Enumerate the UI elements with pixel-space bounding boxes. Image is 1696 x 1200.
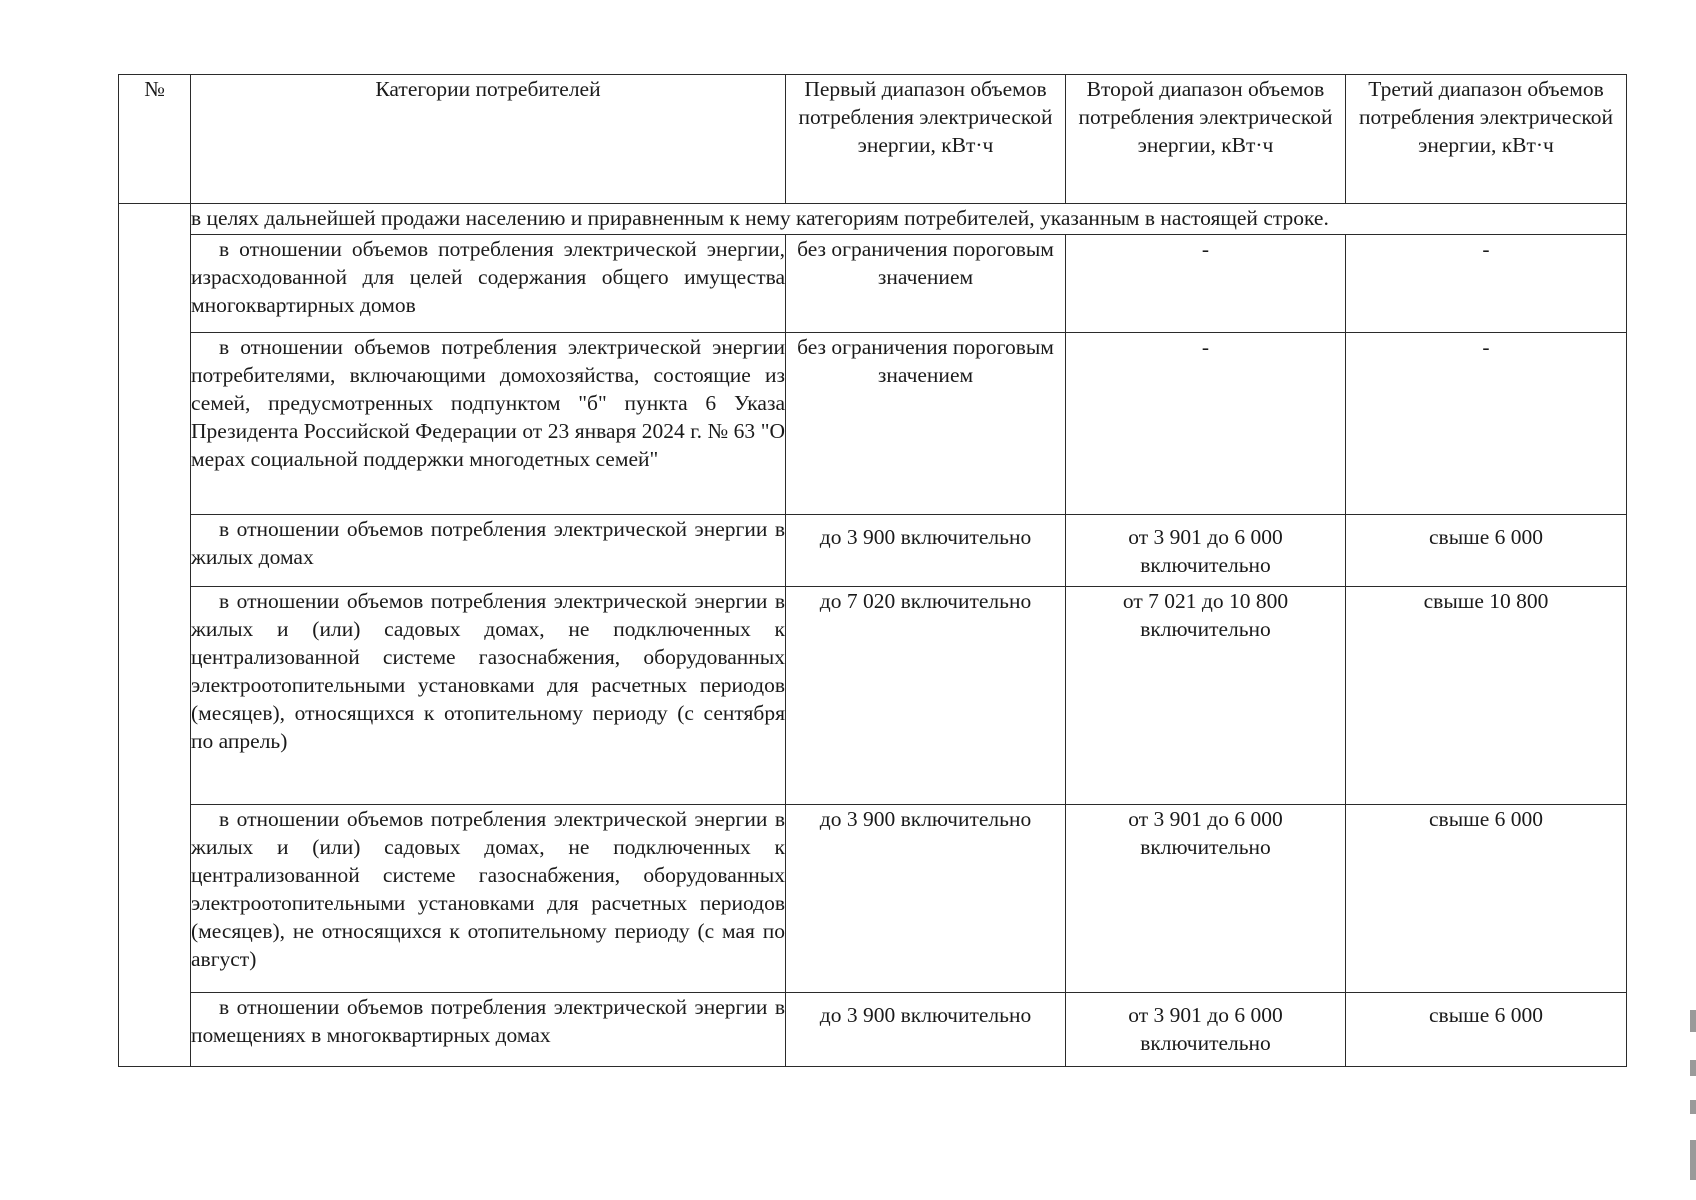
range-1-cell: без ограничения пороговым значением [786, 235, 1066, 333]
tariff-ranges-table [118, 74, 1627, 1067]
range-1-cell: до 3 900 включительно [786, 515, 1066, 587]
range-3-cell: - [1346, 333, 1627, 515]
range-1-cell: до 7 020 включительно [786, 587, 1066, 805]
table-row [119, 587, 1627, 805]
scan-edge-mark [1690, 1140, 1696, 1180]
range-1-cell: до 3 900 включительно [786, 805, 1066, 993]
range-1-cell: до 3 900 включительно [786, 993, 1066, 1067]
scan-edge-mark [1690, 1010, 1696, 1032]
continuation-text: в целях дальнейшей продажи населению и приравненным к нему категориям потребителей, указанным в настоящей строке. [191, 204, 1627, 235]
header-number: № [119, 75, 191, 204]
category-cell: в отношении объемов потребления электрической энергии в жилых и (или) садовых домах, не подключенных к централизованной системе газоснабжения, оборудованных электроотопительными установками для расчетных периодов (месяцев), не относящихся к отопительному периоду (с мая по август) [191, 805, 786, 993]
range-1-cell: без ограничения пороговым значением [786, 333, 1066, 515]
scan-edge-mark [1690, 1060, 1696, 1076]
range-2-cell: от 3 901 до 6 000 включительно [1066, 515, 1346, 587]
range-3-cell: свыше 6 000 [1346, 805, 1627, 993]
range-2-cell: от 7 021 до 10 800 включительно [1066, 587, 1346, 805]
category-cell: в отношении объемов потребления электрической энергии в жилых домах [191, 515, 786, 587]
range-3-cell: свыше 6 000 [1346, 993, 1627, 1067]
range-2-cell: от 3 901 до 6 000 включительно [1066, 805, 1346, 993]
category-cell: в отношении объемов потребления электрической энергии в жилых и (или) садовых домах, не подключенных к централизованной системе газоснабжения, оборудованных электроотопительными установками для расчетных периодов (месяцев), относящихся к отопительному периоду (с сентября по апрель) [191, 587, 786, 805]
category-cell: в отношении объемов потребления электрической энергии, израсходованной для целей содержания общего имущества многоквартирных домов [191, 235, 786, 333]
table-row [119, 235, 1627, 333]
category-cell: в отношении объемов потребления электрической энергии в помещениях в многоквартирных домах [191, 993, 786, 1067]
category-cell: в отношении объемов потребления электрической энергии потребителями, включающими домохозяйства, состоящие из семей, предусмотренных подпунктом "б" пункта 6 Указа Президента Российской Федерации от 23 января 2024 г. № 63 "О мерах социальной поддержки многодетных семей" [191, 333, 786, 515]
header-range-3: Третий диапазон объемов потребления электрической энергии, кВт·ч [1346, 75, 1627, 204]
range-2-cell: - [1066, 235, 1346, 333]
table-row [119, 515, 1627, 587]
scan-edge-mark [1690, 1100, 1696, 1114]
header-row [119, 75, 1627, 204]
header-range-2: Второй диапазон объемов потребления электрической энергии, кВт·ч [1066, 75, 1346, 204]
table-row [119, 805, 1627, 993]
range-3-cell: свыше 6 000 [1346, 515, 1627, 587]
header-range-1: Первый диапазон объемов потребления электрической энергии, кВт·ч [786, 75, 1066, 204]
table-row [119, 333, 1627, 515]
range-2-cell: - [1066, 333, 1346, 515]
range-2-cell: от 3 901 до 6 000 включительно [1066, 993, 1346, 1067]
table-row [119, 993, 1627, 1067]
header-category: Категории потребителей [191, 75, 786, 204]
range-3-cell: - [1346, 235, 1627, 333]
row-number-cell [119, 204, 191, 1067]
continuation-row [119, 204, 1627, 235]
range-3-cell: свыше 10 800 [1346, 587, 1627, 805]
